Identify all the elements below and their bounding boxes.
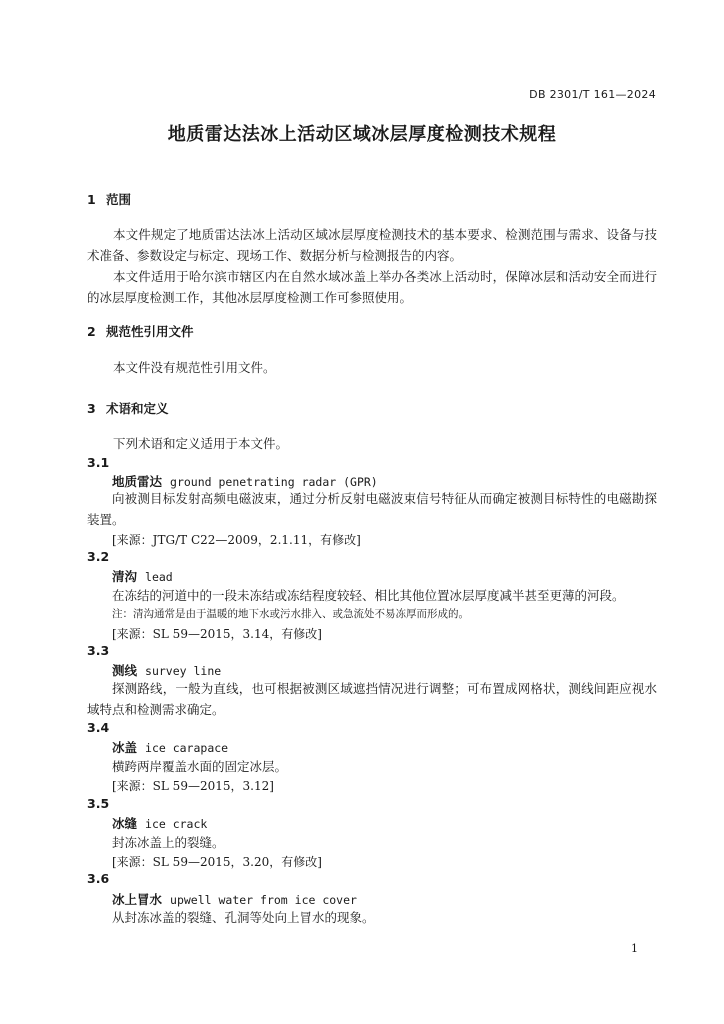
term-source: [来源：SL 59—2015，3.20，有修改] (112, 855, 322, 869)
term-entry (112, 567, 173, 585)
term-english: ice crack (145, 817, 208, 831)
term-entry (112, 890, 357, 908)
term-chinese: 清沟 (112, 569, 138, 584)
section-heading-terms (87, 399, 169, 417)
term-note: 注：清沟通常是由于温暖的地下水或污水排入、或急流处不易冻厚而形成的。 (112, 608, 469, 620)
term-definition: 在冻结的河道中的一段未冻结或冻结程度较轻、相比其他位置冰层厚度减半甚至更薄的河段。 (112, 588, 625, 603)
term-entry (112, 661, 221, 679)
clause-number: 3.4 (87, 720, 110, 735)
section-title: 规范性引用文件 (106, 324, 194, 339)
term-english: ground penetrating radar (GPR) (170, 475, 378, 489)
section-heading-scope (87, 190, 131, 208)
term-definition: 横跨两岸覆盖水面的固定冰层。 (112, 759, 288, 774)
clause-number: 3.6 (87, 871, 110, 886)
term-english: lead (145, 570, 173, 584)
clause-number: 3.5 (87, 796, 110, 811)
term-source: [来源：SL 59—2015，3.14，有修改] (112, 627, 322, 641)
section-number: 2 (87, 324, 96, 339)
term-english: upwell water from ice cover (170, 893, 357, 907)
section-number: 1 (87, 192, 96, 207)
clause-number: 3.3 (87, 643, 110, 658)
term-chinese: 冰上冒水 (112, 892, 163, 907)
paragraph: 本文件没有规范性引用文件。 (113, 360, 276, 375)
paragraph: 本文件规定了地质雷达法冰上活动区域冰层厚度检测技术的基本要求、检测范围与需求、设备与技术准备、参数设定与标定、现场工作、数据分析与检测报告的内容。 (87, 227, 657, 263)
section-number: 3 (87, 401, 96, 416)
paragraph: 下列术语和定义适用于本文件。 (113, 436, 289, 451)
term-definition: 从封冻冰盖的裂缝、孔洞等处向上冒水的现象。 (112, 910, 375, 925)
term-chinese: 测线 (112, 663, 138, 678)
paragraph: 本文件适用于哈尔滨市辖区内在自然水域冰盖上举办各类冰上活动时，保障冰层和活动安全而进行的冰层厚度检测工作，其他冰层厚度检测工作可参照使用。 (87, 269, 657, 305)
section-title: 范围 (106, 192, 132, 207)
page-number: 1 (631, 942, 638, 955)
term-source: [来源：SL 59—2015，3.12] (112, 779, 274, 793)
section-title: 术语和定义 (106, 401, 169, 416)
term-english: survey line (145, 664, 222, 678)
section-heading-normative-references (87, 322, 194, 340)
term-english: ice carapace (145, 741, 229, 755)
term-definition: 探测路线，一般为直线，也可根据被测区域遮挡情况进行调整；可布置成网格状，测线间距应视水域特点和检测需求确定。 (87, 681, 657, 717)
page-title: 地质雷达法冰上活动区域冰层厚度检测技术规程 (167, 124, 557, 145)
term-chinese: 地质雷达 (112, 474, 163, 489)
term-chinese: 冰盖 (112, 740, 138, 755)
term-entry (112, 738, 228, 756)
term-definition: 封冻冰盖上的裂缝。 (112, 835, 225, 850)
document-number: DB 2301/T 161—2024 (529, 88, 656, 101)
clause-number: 3.1 (87, 455, 110, 470)
term-entry (112, 814, 207, 832)
term-chinese: 冰缝 (112, 816, 138, 831)
term-source: [来源：JTG/T C22—2009，2.1.11，有修改] (112, 533, 361, 547)
clause-number: 3.2 (87, 549, 110, 564)
term-definition: 向被测目标发射高频电磁波束，通过分析反射电磁波束信号特征从而确定被测目标特性的电磁勘探装置。 (87, 491, 657, 527)
